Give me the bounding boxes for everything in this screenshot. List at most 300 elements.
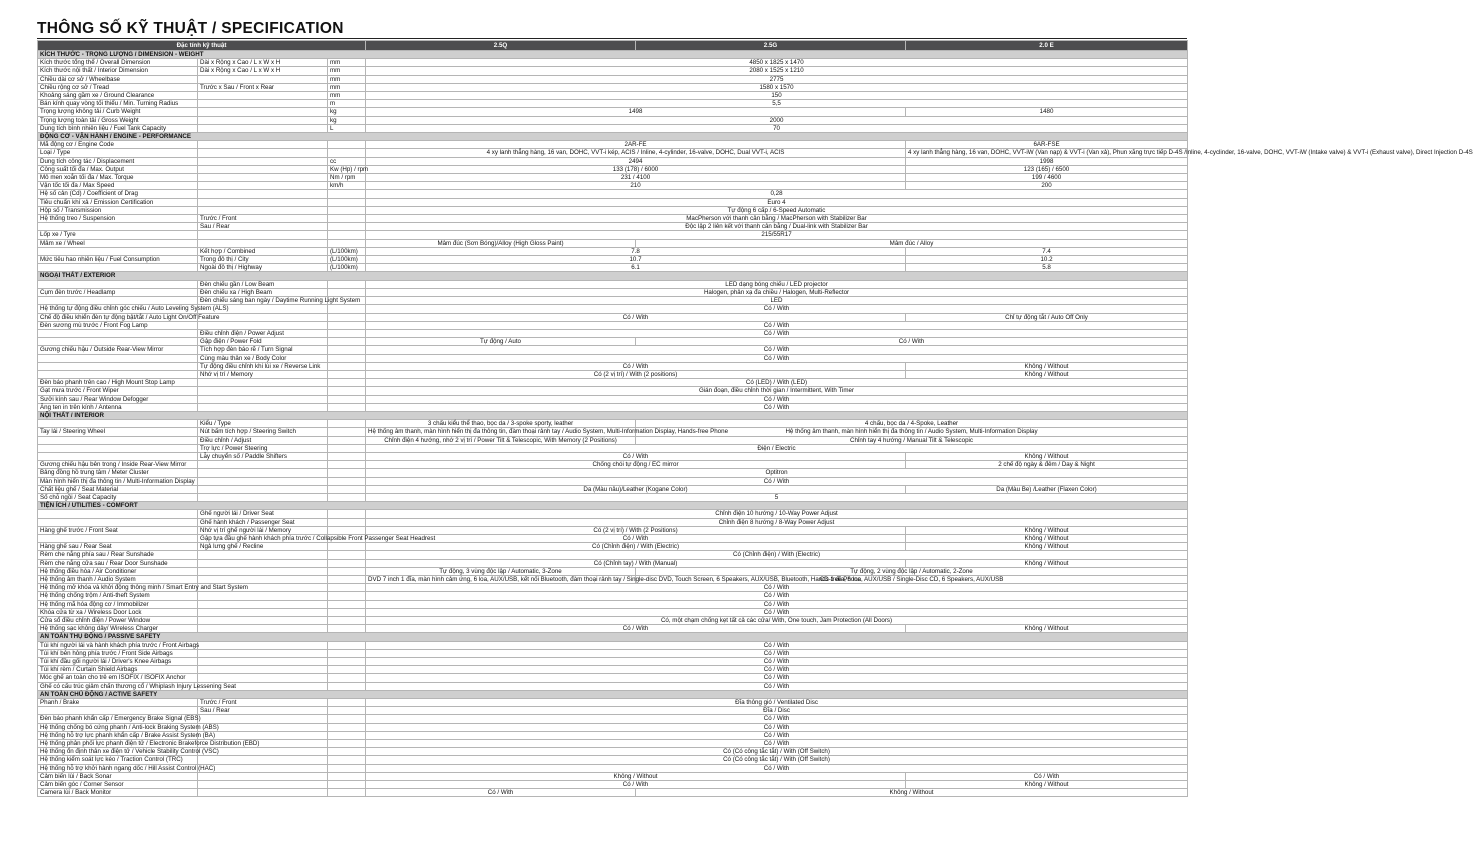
spec-table <box>37 40 1473 797</box>
spec-value: Có / With <box>366 534 906 542</box>
spec-label <box>38 707 198 715</box>
spec-sublabel: Trước / Front <box>198 699 328 707</box>
spec-label: Gạt mưa trước / Front Wiper <box>38 387 198 395</box>
spec-sublabel <box>198 174 328 182</box>
spec-value: Có / With <box>366 764 1188 772</box>
spec-sublabel: Gập tựa đầu ghế hành khách phía trước / Collapsible Front Passenger Seat Headrest <box>198 534 328 542</box>
spec-value: CD 1 đĩa, 6 loa, AUX/USB / Single-Disc CD, 6 Speakers, AUX/USB <box>636 576 1188 584</box>
spec-row <box>38 100 1188 108</box>
spec-value: Có / With <box>366 658 1188 666</box>
spec-unit <box>328 781 366 789</box>
spec-value: Có / With <box>366 477 1188 485</box>
spec-value: 10.2 <box>906 256 1188 264</box>
spec-unit <box>328 641 366 649</box>
spec-sublabel: Tự động điều chỉnh khi lùi xe / Reverse Link <box>198 362 328 370</box>
spec-unit <box>328 493 366 501</box>
spec-sublabel <box>198 715 328 723</box>
spec-sublabel <box>198 592 328 600</box>
spec-row <box>38 444 1188 452</box>
spec-value: MacPherson với thanh cân bằng / MacPherson with Stabilizer Bar <box>366 215 1188 223</box>
spec-unit <box>328 723 366 731</box>
spec-unit <box>328 403 366 411</box>
spec-value: Có / With <box>366 731 1188 739</box>
spec-sublabel <box>198 149 328 157</box>
spec-unit <box>328 715 366 723</box>
spec-value: 123 (165) / 6500 <box>906 165 1188 173</box>
spec-row <box>38 206 1188 214</box>
spec-row <box>38 231 1188 239</box>
spec-row <box>38 469 1188 477</box>
spec-unit <box>328 362 366 370</box>
spec-sublabel <box>198 567 328 575</box>
spec-value: Độc lập 2 liên kết với thanh cân bằng / Dual-link with Stabilizer Bar <box>366 223 1188 231</box>
spec-unit <box>328 748 366 756</box>
spec-value: 2080 x 1525 x 1210 <box>366 67 1188 75</box>
spec-label <box>38 518 198 526</box>
spec-unit: mm <box>328 75 366 83</box>
spec-unit: km/h <box>328 182 366 190</box>
spec-unit <box>328 559 366 567</box>
spec-label: Lốp xe / Tyre <box>38 231 198 239</box>
spec-value: Có / With <box>366 608 1188 616</box>
spec-label: Cụm đèn trước / Headlamp <box>38 288 198 296</box>
spec-value: Không / Without <box>906 370 1188 378</box>
section-header-row <box>38 272 1188 280</box>
spec-row <box>38 772 1188 780</box>
spec-unit <box>328 649 366 657</box>
section-header-row <box>38 633 1188 641</box>
spec-row <box>38 346 1188 354</box>
spec-label: Hệ thống mở khóa và khởi động thông minh / Smart Entry and Start System <box>38 584 198 592</box>
spec-unit <box>328 510 366 518</box>
spec-value: 4850 x 1825 x 1470 <box>366 59 1188 67</box>
spec-value: Có (Chỉnh điện) / With (Electric) <box>366 543 906 551</box>
spec-unit <box>328 280 366 288</box>
spec-unit: Nm / rpm <box>328 174 366 182</box>
spec-label: Đèn báo phanh khẩn cấp / Emergency Brake Signal (EBS) <box>38 715 198 723</box>
spec-row <box>38 247 1188 255</box>
spec-row <box>38 182 1188 190</box>
spec-label <box>38 436 198 444</box>
spec-value: Có / With <box>366 715 1188 723</box>
spec-value: Optitron <box>366 469 1188 477</box>
spec-sublabel <box>198 608 328 616</box>
spec-value: Có (2 vị trí) / With (2 positions) <box>366 370 906 378</box>
spec-row <box>38 510 1188 518</box>
spec-value: 231 / 4100 <box>366 174 906 182</box>
spec-label: Hệ số cản (Cd) / Coefficient of Drag <box>38 190 198 198</box>
spec-unit <box>328 543 366 551</box>
spec-label: Bán kính quay vòng tối thiểu / Min. Turning Radius <box>38 100 198 108</box>
spec-sublabel: Ghế người lái / Driver Seat <box>198 510 328 518</box>
spec-sublabel: Kết hợp / Combined <box>198 247 328 255</box>
spec-unit <box>328 772 366 780</box>
spec-unit: mm <box>328 59 366 67</box>
spec-value: Không / Without <box>906 362 1188 370</box>
spec-sublabel: Trợ lực / Power Steering <box>198 444 328 452</box>
spec-sublabel: Trước x Sau / Front x Rear <box>198 83 328 91</box>
section-header-row <box>38 690 1188 698</box>
section-title: ĐỘNG CƠ - VẬN HÀNH / ENGINE - PERFORMANCE <box>38 133 1188 141</box>
spec-row <box>38 526 1188 534</box>
spec-label <box>38 297 198 305</box>
spec-sublabel: Dài x Rộng x Cao / L x W x H <box>198 59 328 67</box>
spec-sublabel <box>198 182 328 190</box>
spec-value: DVD 7 inch 1 đĩa, màn hình cảm ứng, 6 loa, AUX/USB, kết nối Bluetooth, đàm thoại rảnh tay / Single-disc DVD, Touch Screen, 6 Speakers, AUX/USB, Bluetooth, Hands-free Phone <box>366 576 636 584</box>
spec-value: Chỉnh điện 8 hướng / 8-Way Power Adjust <box>366 518 1188 526</box>
spec-row <box>38 288 1188 296</box>
spec-sublabel <box>198 666 328 674</box>
spec-row <box>38 543 1188 551</box>
spec-value: Tự động 6 cấp / 6-Speed Automatic <box>366 206 1188 214</box>
spec-value: 5 <box>366 493 1188 501</box>
spec-label: Móc ghế an toàn cho trẻ em ISOFIX / ISOFIX Anchor <box>38 674 198 682</box>
spec-value: Có (Có công tắc tắt) / With (Off Switch) <box>366 756 1188 764</box>
spec-value: Tự động, 3 vùng độc lập / Automatic, 3-Zone <box>366 567 636 575</box>
spec-row <box>38 67 1188 75</box>
spec-value: Có / With <box>366 789 636 797</box>
spec-row <box>38 59 1188 67</box>
spec-unit: mm <box>328 67 366 75</box>
spec-row <box>38 338 1188 346</box>
spec-unit <box>328 354 366 362</box>
spec-row <box>38 75 1188 83</box>
spec-label: Trọng lượng không tải / Curb Weight <box>38 108 198 116</box>
spec-unit <box>328 731 366 739</box>
spec-value: Da (Màu nâu)/Leather (Kogane Color) <box>366 485 906 493</box>
spec-unit <box>328 764 366 772</box>
spec-sublabel <box>198 625 328 633</box>
spec-row <box>38 493 1188 501</box>
spec-unit <box>328 625 366 633</box>
spec-sublabel: Sau / Rear <box>198 707 328 715</box>
spec-row <box>38 617 1188 625</box>
spec-unit <box>328 551 366 559</box>
spec-value: 5,5 <box>366 100 1188 108</box>
spec-label: Khoảng sáng gầm xe / Ground Clearance <box>38 92 198 100</box>
spec-sublabel: Trước / Front <box>198 215 328 223</box>
spec-sublabel: Gập điện / Power Fold <box>198 338 328 346</box>
spec-value: Không / Without <box>906 543 1188 551</box>
spec-row <box>38 461 1188 469</box>
section-header-row <box>38 502 1188 510</box>
spec-row <box>38 748 1188 756</box>
spec-value: Có (2 vị trí) / With (2 Positions) <box>366 526 906 534</box>
spec-unit <box>328 436 366 444</box>
spec-value: Không / Without <box>906 452 1188 460</box>
spec-sublabel: Tích hợp đèn báo rẽ / Turn Signal <box>198 346 328 354</box>
spec-unit: (L/100km) <box>328 256 366 264</box>
spec-row <box>38 534 1188 542</box>
spec-value: Có / With <box>366 682 1188 690</box>
spec-sublabel <box>198 576 328 584</box>
spec-sublabel: Điều chỉnh / Adjust <box>198 436 328 444</box>
spec-label: Chiều dài cơ sở / Wheelbase <box>38 75 198 83</box>
spec-sublabel <box>198 617 328 625</box>
spec-unit <box>328 370 366 378</box>
spec-sublabel <box>198 395 328 403</box>
spec-value: 4 xy lanh thẳng hàng, 16 van, DOHC, VVT-iW (Van nạp) & VVT-i (Van xả), Phun xăng trực tiếp D-4S /Inline, 4-cyclinder, 16-valve, DOHC, VVT-iW (Intake valve) & VVT-i (Exhaust valve), Direct Injection D-4S <box>906 149 1188 157</box>
spec-row <box>38 674 1188 682</box>
spec-row <box>38 592 1188 600</box>
spec-value: Có (Có công tắc tắt) / With (Off Switch) <box>366 748 1188 756</box>
spec-unit <box>328 567 366 575</box>
spec-value: Có / With <box>906 772 1188 780</box>
spec-row <box>38 452 1188 460</box>
spec-label: Màn hình hiển thị đa thông tin / Multi-Information Display <box>38 477 198 485</box>
spec-row <box>38 715 1188 723</box>
spec-row <box>38 124 1188 132</box>
spec-unit <box>328 444 366 452</box>
spec-row <box>38 600 1188 608</box>
spec-row <box>38 485 1188 493</box>
spec-table-body <box>38 41 1473 797</box>
spec-unit <box>328 329 366 337</box>
spec-row <box>38 264 1188 272</box>
spec-row <box>38 149 1188 157</box>
spec-sublabel <box>198 551 328 559</box>
spec-unit: Kw (Hp) / rpm <box>328 165 366 173</box>
spec-label: Mâm xe / Wheel <box>38 239 198 247</box>
spec-label: Hệ thống phân phối lực phanh điện tử / Electronic Brakeforce Distribution (EBD) <box>38 740 198 748</box>
spec-value: Gián đoạn, điều chỉnh thời gian / Intermittent, With Timer <box>366 387 1188 395</box>
spec-sublabel: Nhớ vị trí ghế người lái / Memory <box>198 526 328 534</box>
spec-value: 6.1 <box>366 264 906 272</box>
spec-unit <box>328 379 366 387</box>
spec-sublabel <box>198 764 328 772</box>
spec-sublabel: Sau / Rear <box>198 223 328 231</box>
spec-label: Mức tiêu hao nhiên liệu / Fuel Consumption <box>38 256 198 264</box>
spec-label: Túi khí bên hông phía trước / Front Side Airbags <box>38 649 198 657</box>
spec-value: Có / With <box>366 666 1188 674</box>
spec-value: Có / With <box>366 641 1188 649</box>
spec-sublabel <box>198 641 328 649</box>
spec-value: Có / With <box>366 403 1188 411</box>
spec-row <box>38 321 1188 329</box>
spec-label: Kích thước nội thất / Interior Dimension <box>38 67 198 75</box>
spec-unit <box>328 699 366 707</box>
spec-value: Có / With <box>636 338 1188 346</box>
spec-row <box>38 740 1188 748</box>
spec-value: Không / Without <box>906 781 1188 789</box>
spec-value: Chỉ tự động tắt / Auto Off Only <box>906 313 1188 321</box>
spec-sublabel <box>198 100 328 108</box>
spec-sublabel: Trong đô thị / City <box>198 256 328 264</box>
spec-unit: m <box>328 100 366 108</box>
spec-sublabel <box>198 658 328 666</box>
spec-value: Chỉnh tay 4 hướng / Manual Tilt & Telescopic <box>636 436 1188 444</box>
spec-unit <box>328 452 366 460</box>
spec-unit <box>328 198 366 206</box>
spec-unit <box>328 674 366 682</box>
spec-unit: L <box>328 124 366 132</box>
spec-sublabel: Dài x Rộng x Cao / L x W x H <box>198 67 328 75</box>
header-model-2-5g: 2.5G <box>636 41 906 51</box>
spec-value: Chống chói tự động / EC mirror <box>366 461 906 469</box>
spec-label <box>38 223 198 231</box>
section-title: KÍCH THƯỚC - TRỌNG LƯỢNG / DIMENSION - WEIGHT <box>38 51 1188 59</box>
spec-sublabel <box>198 469 328 477</box>
spec-label: Hệ thống tự động điều chỉnh góc chiếu / Auto Leveling System (ALS) <box>38 305 198 313</box>
spec-label: Hệ thống điều hòa / Air Conditioner <box>38 567 198 575</box>
header-feature: Đặc tính kỹ thuật <box>38 41 366 51</box>
spec-row <box>38 420 1188 428</box>
spec-label <box>38 362 198 370</box>
spec-unit <box>328 469 366 477</box>
spec-unit: mm <box>328 83 366 91</box>
spec-row <box>38 584 1188 592</box>
spec-row <box>38 370 1188 378</box>
spec-value: Có / With <box>366 592 1188 600</box>
title-divider <box>37 38 1187 39</box>
spec-value: 4 chấu, bọc da / 4-Spoke, Leather <box>636 420 1188 428</box>
spec-unit <box>328 461 366 469</box>
spec-sublabel <box>198 485 328 493</box>
spec-value: 215/55R17 <box>366 231 1188 239</box>
spec-row <box>38 731 1188 739</box>
spec-sublabel: Ghế hành khách / Passenger Seat <box>198 518 328 526</box>
spec-value: 0,28 <box>366 190 1188 198</box>
spec-label: Cửa sổ điều chỉnh điện / Power Window <box>38 617 198 625</box>
spec-row <box>38 223 1188 231</box>
spec-value: 2494 <box>366 157 906 165</box>
spec-value: Tự động / Auto <box>366 338 636 346</box>
spec-sublabel <box>198 387 328 395</box>
spec-row <box>38 329 1188 337</box>
spec-sublabel <box>198 772 328 780</box>
spec-value: Không / Without <box>906 559 1188 567</box>
spec-label: Công suất tối đa / Max. Output <box>38 165 198 173</box>
spec-value: 133 (178) / 6000 <box>366 165 906 173</box>
spec-label <box>38 370 198 378</box>
spec-value: Da (Màu Be) /Leather (Flaxen Color) <box>906 485 1188 493</box>
spec-label: Bảng đồng hồ trung tâm / Meter Cluster <box>38 469 198 477</box>
spec-value: 1580 x 1570 <box>366 83 1188 91</box>
spec-label: Hàng ghế sau / Rear Seat <box>38 543 198 551</box>
spec-value: Có / With <box>366 395 1188 403</box>
spec-sublabel <box>198 198 328 206</box>
spec-row <box>38 305 1188 313</box>
spec-value: 2 chế độ ngày & đêm / Day & Night <box>906 461 1188 469</box>
spec-label: Tiêu chuẩn khí xả / Emission Certification <box>38 198 198 206</box>
spec-value: 1998 <box>906 157 1188 165</box>
spec-unit <box>328 477 366 485</box>
spec-value: Có / With <box>366 321 1188 329</box>
spec-value: 200 <box>906 182 1188 190</box>
spec-label: Mã động cơ / Engine Code <box>38 141 198 149</box>
spec-row <box>38 576 1188 584</box>
spec-value: 1480 <box>906 108 1188 116</box>
spec-value: Đĩa thông gió / Ventilated Disc <box>366 699 1188 707</box>
spec-sublabel <box>198 781 328 789</box>
spec-value: Có / With <box>366 740 1188 748</box>
spec-sublabel <box>198 92 328 100</box>
spec-unit: kg <box>328 116 366 124</box>
spec-row <box>38 297 1188 305</box>
spec-value: Tự động, 2 vùng độc lập / Automatic, 2-Zone <box>636 567 1188 575</box>
spec-value: Có / With <box>366 781 906 789</box>
spec-label <box>38 452 198 460</box>
spec-value: Có / With <box>366 723 1188 731</box>
spec-unit <box>328 485 366 493</box>
spec-row <box>38 551 1188 559</box>
spec-sublabel <box>198 461 328 469</box>
spec-sublabel <box>198 116 328 124</box>
spec-value: 70 <box>366 124 1188 132</box>
spec-unit <box>328 756 366 764</box>
spec-value: Có / With <box>366 649 1188 657</box>
spec-sublabel <box>198 674 328 682</box>
spec-sublabel <box>198 600 328 608</box>
spec-value: 150 <box>366 92 1188 100</box>
spec-label: Hệ thống ổn định thân xe điện tử / Vehicle Stability Control (VSC) <box>38 748 198 756</box>
spec-sublabel <box>198 108 328 116</box>
spec-label: Số chỗ ngồi / Seat Capacity <box>38 493 198 501</box>
spec-unit <box>328 239 366 247</box>
spec-row <box>38 239 1188 247</box>
spec-unit <box>328 305 366 313</box>
spec-label: Hệ thống chống bó cứng phanh / Anti-lock Braking System (ABS) <box>38 723 198 731</box>
spec-value: Hệ thống âm thanh, màn hình hiển thị đa thông tin / Audio System, Multi-Information Display <box>636 428 1188 436</box>
spec-unit <box>328 789 366 797</box>
spec-row <box>38 699 1188 707</box>
spec-value: 199 / 4600 <box>906 174 1188 182</box>
spec-label: Hàng ghế trước / Front Seat <box>38 526 198 534</box>
spec-row <box>38 723 1188 731</box>
spec-label <box>38 329 198 337</box>
spec-row <box>38 256 1188 264</box>
spec-row <box>38 280 1188 288</box>
header-model-2-5q: 2.5Q <box>366 41 636 51</box>
spec-sublabel <box>198 165 328 173</box>
spec-value: Có / With <box>366 674 1188 682</box>
spec-sublabel: Lẫy chuyển số / Paddle Shifters <box>198 452 328 460</box>
spec-label: Kích thước tổng thể / Overall Dimension <box>38 59 198 67</box>
section-title: AN TOÀN THỤ ĐỘNG / PASSIVE SAFETY <box>38 633 1188 641</box>
spec-label: Hệ thống âm thanh / Audio System <box>38 576 198 584</box>
spec-row <box>38 707 1188 715</box>
spec-value: Có / With <box>366 600 1188 608</box>
spec-row <box>38 362 1188 370</box>
spec-sublabel <box>198 206 328 214</box>
spec-value: Mâm đúc / Alloy <box>636 239 1188 247</box>
spec-unit <box>328 600 366 608</box>
spec-label: Hệ thống hỗ trợ khởi hành ngang dốc / Hill Assist Control (HAC) <box>38 764 198 772</box>
spec-sublabel: Ngoài đô thị / Highway <box>198 264 328 272</box>
spec-sublabel: Điều chỉnh điện / Power Adjust <box>198 329 328 337</box>
spec-value: Halogen, phản xạ đa chiều / Halogen, Multi-Reflector <box>366 288 1188 296</box>
spec-row <box>38 190 1188 198</box>
spec-label <box>38 264 198 272</box>
spec-row <box>38 403 1188 411</box>
spec-unit <box>328 149 366 157</box>
spec-value: Có / With <box>366 313 906 321</box>
table-header-row <box>38 41 1188 51</box>
spec-row <box>38 198 1188 206</box>
spec-label: Gương chiếu hậu bên trong / Inside Rear-View Mirror <box>38 461 198 469</box>
spec-label <box>38 510 198 518</box>
spec-sublabel <box>198 141 328 149</box>
spec-value: 4 xy lanh thẳng hàng, 16 van, DOHC, VVT-i kép, ACIS / Inline, 4-cylinder, 16-valve, DOHC, Dual VVT-i, ACIS <box>366 149 906 157</box>
spec-sublabel <box>198 157 328 165</box>
spec-row <box>38 756 1188 764</box>
spec-row <box>38 658 1188 666</box>
spec-row <box>38 141 1188 149</box>
spec-value: Không / Without <box>636 789 1188 797</box>
spec-row <box>38 682 1188 690</box>
spec-unit <box>328 346 366 354</box>
spec-label: Hệ thống kiểm soát lực kéo / Traction Control (TRC) <box>38 756 198 764</box>
